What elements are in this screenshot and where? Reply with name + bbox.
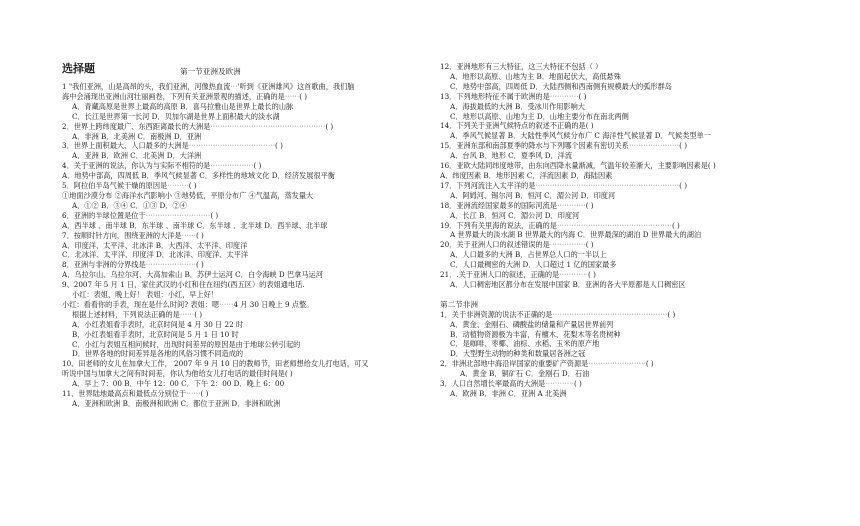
question-line: A．纬度因素 B．地形因素 C．洋流因素 D．海陆因素 [440, 170, 613, 180]
question-line: A．非洲 B．北美洲 C．南极洲 D．亚洲 [72, 131, 202, 141]
question-line: 11、世界陆地最高点和最低点分别位于⋯⋯( ) [62, 389, 209, 399]
question-line: A．青藏高原是世界上最高的高原 B．喜马拉雅山是世界上最长的山脉 [72, 101, 294, 111]
right-column [440, 62, 800, 399]
question-line: 2．非洲北部地中海沿岸国家的重要矿产资源是⋯⋯⋯⋯⋯⋯⋯⋯( ) [440, 359, 654, 369]
question-line: 4．关于亚洲的说法，你认为与实际不相符的是⋯⋯⋯⋯⋯⋯( ) [62, 161, 262, 171]
question-line: 20．关于亚洲人口的叙述错误的是⋯⋯⋯⋯⋯( ) [440, 240, 594, 250]
question-line: A．季风气候显著 B．大陆性季风气候分布广 C 海洋性气候显著 D．气候类型单一 [450, 131, 711, 141]
question-line: A．地形以高原、山地为主 B．地面起伏大，高低悬殊 [450, 71, 621, 81]
question-line: B．动植物资源极为丰富，有檀木、花梨木等名贵树种 [450, 329, 621, 339]
question-line: 13．下列地形特征不属于欧洲的是⋯⋯⋯⋯( ) [440, 91, 587, 101]
question-line: B．小红表姐看手表时，北京时间是 5 月 1 日 10 时 [72, 329, 239, 339]
question-line: A．亚洲和欧洲 B．南极洲和欧洲 C．都位于亚洲 D．非洲和欧洲 [72, 399, 281, 408]
question-line: A 世界最大的淡水湖 B 世界最大的内海 C．世界最深的湖泊 D 世界最大的湖泊 [450, 230, 702, 240]
question-line: 根据上述材料，下列说法正确的是⋯⋯( ) [72, 309, 203, 319]
question-line: A．印度洋、太平洋、北冰洋 B．大西洋、太平洋、印度洋 [62, 240, 248, 250]
question-line: 9、2007 年 5 月 1 日，家住武汉的小红和住在纽约(西五区）的表姐通电话. [62, 280, 305, 290]
question-line: 21．.关于亚洲人口的叙述，正确的是⋯⋯⋯⋯( ) [440, 270, 596, 280]
question-line: A．海拔最低的大洲 B．受冰川作用影响大 [450, 101, 585, 111]
question-line: C．小红与表姐互相问候时，出现时间差异的原因是由于地球公转引起的 [72, 339, 301, 349]
question-line: A．长江 B．恒河 C．湄公河 D．印度河 [450, 210, 580, 220]
question-line: A．地势中部高，四周低 B．季风气候显著 C．多样性的地域文化 D．经济发展很平衡 [62, 171, 335, 181]
question-line: A．①② B．③④ C．①③ D．②④ [72, 200, 187, 210]
question-line: C．是咖啡、枣椰、油棕、水稻、玉米的原产地 [450, 339, 600, 349]
question-line: 14．下列关于亚洲气候特点的叙述不正确的是( ) [440, 121, 594, 131]
question-line: A．人口最多的大洲 B．占世界总人口的一半以上 [450, 250, 607, 260]
question-line: A．早上 7：00 B．中午 12：00 C．下午 2：00 D．晚上 6：00 [72, 379, 285, 389]
question-line: 6．亚洲的半球位置是位于⋯⋯⋯⋯⋯⋯⋯⋯⋯( ) [62, 210, 219, 220]
question-line: 18．亚洲流经国家最多的国际河流是⋯⋯⋯⋯( ) [440, 200, 594, 210]
question-line: 海中会涌现出亚洲山河壮丽画卷，下列有关亚洲景观的描述，正确的是⋯⋯( ) [62, 91, 308, 101]
question-line: D．大型野生动物的种类和数量居各洲之冠 [450, 349, 586, 359]
question-line: 19．下列有关里海的说法，正确的是⋯⋯⋯⋯⋯⋯⋯⋯⋯⋯⋯⋯⋯⋯⋯⋯( ) [440, 220, 680, 230]
question-line: 2．世界上跨纬度最广、东西距离最长的大洲是⋯⋯⋯⋯⋯⋯⋯⋯⋯⋯⋯⋯⋯⋯⋯⋯( ) [62, 121, 334, 131]
right-question-list-section1 [440, 62, 800, 290]
question-line: C．人口最稠密的大洲 D．人口超过 1 亿的国家最多 [450, 260, 617, 270]
question-line: 1．关于非洲资源的说法不正确的是⋯⋯⋯⋯⋯⋯⋯⋯⋯⋯⋯⋯⋯⋯⋯⋯( ) [440, 309, 676, 319]
question-line: A．西半球 、南半球 B．东半球 、南半球 C．东半球 、北半球 D．西半球、北半球 [62, 220, 328, 230]
question-line: C．北冰洋、太平洋、印度洋 D．北冰洋、印度洋、太平洋 [62, 250, 249, 260]
question-line: D．世界各地的时间差异是各地的风俗习惯不同造成的 [72, 349, 244, 359]
section-title: 选择题 [62, 62, 95, 75]
question-line: 7．按顺时针方向，围绕亚洲的大洋是⋯⋯( ) [62, 230, 204, 240]
question-line: 小红：表姐，晚上好！ 表姐：小红，早上好！ [72, 290, 219, 300]
question-line: 1 "我们亚洲，山是高昂的头，我们亚洲，河像热血流⋯'听到《亚洲雄风》这首歌曲，我们脑 [62, 82, 355, 91]
section1-title: 第一节亚洲及欧洲 [180, 67, 241, 76]
question-line: A．乌拉尔山、乌拉尔河、大高加索山 B．苏伊士运河 C．白令海峡 D 巴拿马运河 [62, 270, 323, 280]
question-line: A．亚洲 B．欧洲 C．北美洲 D．大洋洲 [72, 151, 202, 161]
question-line: A．黄金 B．铜矿石 C．金刚石 D．石油 [460, 369, 590, 379]
section-gap [440, 290, 800, 300]
title-row [62, 62, 424, 82]
question-line: A．人口稠密地区都分布在发展中国家 B．亚洲的各大平原都是人口稠密区 [450, 279, 686, 289]
question-line: A．台风 B．地形 C．夏季风 D．洋流 [450, 151, 573, 161]
right-question-list-section2 [440, 310, 800, 399]
question-line: 16．亚欧大陆同纬度地带，由东向西降水量渐减，气温年较差渐大，主要影响因素是( ) [440, 161, 716, 171]
left-question-list [62, 82, 424, 409]
question-line: 3．世界上面积最大、人口最多的大洲是⋯⋯⋯⋯⋯⋯⋯⋯⋯⋯⋯⋯( ) [62, 141, 283, 151]
question-line: C．地势中部高，四周低 D．大陆西侧和西南侧有规模最大的弧形群岛 [450, 81, 672, 91]
question-line: 5．阿拉伯半岛气候干燥的原因是⋯⋯⋯( ) [62, 181, 197, 191]
section2-title: 第二节非洲 [440, 299, 478, 309]
question-line: A．阿姆河、锡尔河 B．恒河 C．湄公河 D．印度河 [450, 190, 616, 200]
question-line: A．小红表姐看手表时，北京时间是 4 月 30 日 22 时 [72, 319, 244, 329]
question-line: 小红：看看你的手表，现在是什么时间? 表姐：嗯⋯⋯4 月 30 日晚上 9 点整。 [62, 299, 314, 309]
left-column [62, 62, 424, 409]
question-line: 15．亚洲东部和南部夏季的降水与下列哪个因素有密切关系⋯⋯⋯⋯⋯⋯⋯( ) [440, 141, 688, 151]
question-line: 12．亚洲地形有三大特征，这三大特征不包括（ ） [440, 62, 603, 71]
question-line: ①地面沙漠分布 ②海洋水汽影响小 ③地势低，平原分布广 ④气温高，蒸发量大 [62, 190, 314, 200]
question-line: 17．下列河流注入太平洋的是⋯⋯⋯⋯⋯⋯⋯⋯⋯⋯⋯⋯⋯⋯⋯⋯⋯⋯⋯⋯( ) [440, 180, 688, 190]
question-line: A．黄金、金刚石、磷酸盐的储量和产量居世界前列 [450, 319, 614, 329]
question-line: C．地形以高原、山地为主 D．山地主要分布在南北两侧 [450, 111, 629, 121]
question-line: 10、田老师的女儿在加拿大工作， 2007 年 9 月 10 日的教师节，田老师想给女儿打电话，可又 [62, 359, 369, 369]
question-line: 8．亚洲与非洲的分界线是⋯⋯⋯⋯⋯⋯⋯( ) [62, 260, 204, 270]
question-line: C．长江是世界第一长河 D．贝加尔湖是世界上面积最大的淡水湖 [72, 111, 280, 121]
question-line: 听说中国与加拿大之间有时间差，你认为他给女儿打电话的最佳时间是( ) [62, 369, 293, 379]
question-line: 3．人口自然增长率最高的大洲是⋯⋯⋯⋯( ) [440, 379, 582, 389]
question-line: A．欧洲 B．非洲 C．亚洲 A 北美洲 [450, 389, 567, 398]
